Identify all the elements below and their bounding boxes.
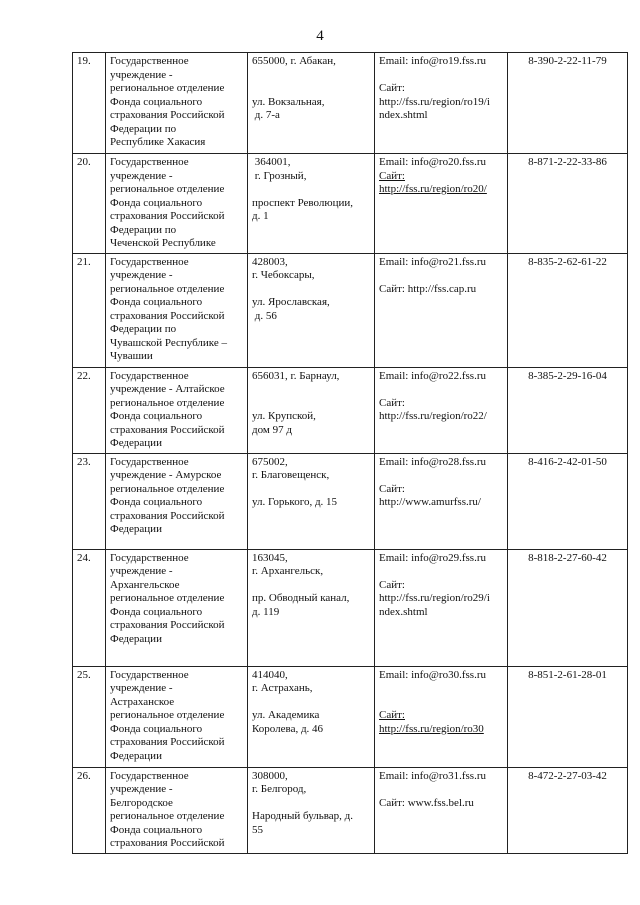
organization-line: учреждение - [110, 783, 173, 795]
organization-line: страхования Российской [110, 736, 225, 748]
organization-name [106, 666, 248, 767]
phone-number: 8-390-2-22-11-79 [508, 53, 628, 154]
row-number: 26. [73, 767, 106, 853]
address-line: проспект Революции, [252, 196, 354, 209]
address-line: д. 7-а [252, 109, 280, 121]
website-label: Сайт: [379, 578, 405, 591]
website-link: ndex.shtml [379, 109, 428, 121]
row-number: 25. [73, 666, 106, 767]
row-number: 20. [73, 154, 106, 254]
phone-number: 8-835-2-62-61-22 [508, 253, 628, 367]
spacer [379, 469, 503, 483]
spacer [252, 69, 370, 83]
organization-name [106, 367, 248, 453]
organization-line: Белгородское [110, 796, 173, 809]
phone-number: 8-416-2-42-01-50 [508, 453, 628, 549]
website-label: Сайт: www.fss.bel.ru [379, 796, 474, 809]
organization-line: региональное отделение [110, 709, 225, 721]
address-line: 655000, г. Абакан, [252, 55, 336, 67]
organization-line: Чувашской Республике – [110, 336, 228, 349]
address-line: 428003, [252, 255, 288, 268]
address-line: 656031, г. Барнаул, [252, 369, 340, 382]
website-link: http://fss.ru/region/ro19/i [379, 95, 490, 108]
spacer [252, 397, 370, 411]
phone-number: 8-851-2-61-28-01 [508, 666, 628, 767]
organization-line: Фонда социального [110, 605, 203, 618]
website-link: http://fss.ru/region/ro22/ [379, 410, 487, 422]
website-link: http://fss.ru/region/ro29/i [379, 592, 490, 604]
address-line: г. Чебоксары, [252, 269, 315, 281]
contacts [375, 666, 508, 767]
organization-line: страхования Российской [110, 509, 225, 522]
organization-line: Чувашии [110, 350, 153, 362]
table-row [73, 253, 628, 367]
address-line: Королева, д. 46 [252, 722, 324, 735]
spacer [252, 283, 370, 297]
organization-line: Федерации по [110, 122, 177, 135]
table-row [73, 767, 628, 853]
organization-line: учреждение - [110, 682, 173, 694]
organization-line: Архангельское [110, 578, 180, 591]
address-line: 55 [252, 823, 263, 836]
organization-line: Федерации [110, 523, 162, 535]
organization-line: Государственное [110, 769, 189, 782]
organization-name [106, 53, 248, 154]
spacer [252, 797, 370, 811]
organization-line: Чеченской Республике [110, 237, 216, 249]
organization-line: региональное отделение [110, 282, 225, 295]
organization-line: Государственное [110, 455, 189, 468]
organization-line: Государственное [110, 551, 189, 564]
organization-line: страхования Российской [110, 109, 225, 121]
row-number: 21. [73, 253, 106, 367]
contacts [375, 549, 508, 666]
row-number: 19. [73, 53, 106, 154]
address-line: ул. Горького, д. 15 [252, 496, 338, 508]
phone-number: 8-472-2-27-03-42 [508, 767, 628, 853]
address-line: ул. Академика [252, 709, 320, 721]
spacer [379, 783, 503, 797]
website-link: http://www.amurfss.ru/ [379, 496, 481, 508]
website-label: Сайт: [379, 482, 405, 495]
website-label: Сайт: [379, 396, 405, 409]
contacts [375, 767, 508, 853]
address [248, 154, 375, 254]
spacer [252, 483, 370, 497]
organization-line: региональное отделение [110, 592, 225, 604]
address [248, 666, 375, 767]
contacts [375, 154, 508, 254]
table-row [73, 154, 628, 254]
organization-line: Астраханское [110, 695, 175, 708]
organization-line: учреждение - Алтайское [110, 383, 225, 395]
spacer [252, 383, 370, 397]
spacer [379, 682, 503, 696]
contacts [375, 53, 508, 154]
organization-line: Федерации [110, 632, 162, 645]
website-label: Сайт: [379, 82, 405, 94]
row-number: 24. [73, 549, 106, 666]
address-line: 364001, [252, 156, 291, 168]
website-link: http://fss.ru/region/ro20/ [379, 183, 487, 195]
organization-line: Государственное [110, 255, 189, 268]
organization-line: Федерации по [110, 223, 177, 236]
address-line: 163045, [252, 551, 288, 564]
organization-line: региональное отделение [110, 82, 225, 94]
organization-line: Федерации [110, 437, 162, 449]
spacer [379, 696, 503, 710]
organization-line: региональное отделение [110, 183, 225, 195]
email-text: Email: info@ro19.fss.ru [379, 55, 486, 67]
organization-name [106, 549, 248, 666]
organization-line: Государственное [110, 668, 189, 681]
address-line: 414040, [252, 668, 288, 681]
organization-name [106, 154, 248, 254]
organization-line: страхования Российской [110, 210, 225, 222]
address-line: г. Грозный, [252, 169, 307, 182]
address-line: ул. Крупской, [252, 410, 316, 422]
address [248, 367, 375, 453]
website-link: ndex.shtml [379, 605, 428, 618]
phone-number: 8-385-2-29-16-04 [508, 367, 628, 453]
organization-line: Государственное [110, 156, 189, 168]
organization-line: Фонда социального [110, 823, 203, 836]
website-label: Сайт: [379, 709, 405, 721]
address-line: г. Архангельск, [252, 565, 324, 577]
email-text: Email: info@ro20.fss.ru [379, 156, 486, 168]
organization-line: Фонда социального [110, 722, 203, 735]
address [248, 453, 375, 549]
spacer [252, 82, 370, 96]
address [248, 53, 375, 154]
table-row [73, 549, 628, 666]
organization-line: Фонда социального [110, 196, 203, 209]
organization-line: учреждение - [110, 169, 173, 182]
address-line: г. Белгород, [252, 783, 307, 795]
address-line: 675002, [252, 455, 288, 468]
email-text: Email: info@ro30.fss.ru [379, 668, 486, 681]
address-line: д. 56 [252, 309, 277, 322]
address-line: дом 97 д [252, 423, 292, 436]
spacer [252, 696, 370, 710]
address-line: Народный бульвар, д. [252, 810, 353, 822]
website-label: Сайт: http://fss.cap.ru [379, 282, 477, 295]
address-line: д. 1 [252, 210, 269, 222]
page-number: 4 [316, 28, 324, 44]
spacer [252, 183, 370, 197]
organization-line: страхования Российской [110, 619, 225, 631]
address-line: г. Благовещенск, [252, 469, 330, 481]
organization-line: Государственное [110, 369, 189, 382]
organization-line: учреждение - [110, 565, 173, 577]
organization-line: учреждение - [110, 68, 173, 81]
address [248, 253, 375, 367]
organization-line: региональное отделение [110, 810, 225, 822]
row-number: 22. [73, 367, 106, 453]
spacer [379, 69, 503, 83]
address-line: ул. Вокзальная, [252, 95, 325, 108]
table-row [73, 367, 628, 453]
organization-line: учреждение - [110, 269, 173, 281]
table-row [73, 53, 628, 154]
spacer [379, 269, 503, 283]
address-line: пр. Обводный канал, [252, 592, 350, 604]
email-text: Email: info@ro22.fss.ru [379, 369, 486, 382]
row-number: 23. [73, 453, 106, 549]
address [248, 767, 375, 853]
spacer [252, 579, 370, 593]
table-row [73, 666, 628, 767]
website-link: http://fss.ru/region/ro30 [379, 722, 484, 735]
email-text: Email: info@ro31.fss.ru [379, 769, 486, 782]
email-text: Email: info@ro28.fss.ru [379, 455, 486, 468]
organization-line: Фонда социального [110, 95, 203, 108]
organization-name [106, 453, 248, 549]
fss-offices-table [72, 52, 628, 854]
organization-line: страхования Российской [110, 423, 225, 436]
phone-number: 8-818-2-27-60-42 [508, 549, 628, 666]
organization-name [106, 253, 248, 367]
contacts [375, 367, 508, 453]
email-text: Email: info@ro21.fss.ru [379, 255, 486, 268]
organization-line: страхования Российской [110, 837, 225, 849]
organization-line: региональное отделение [110, 396, 225, 409]
organization-line: учреждение - Амурское [110, 469, 222, 481]
spacer [379, 383, 503, 397]
address-line: г. Астрахань, [252, 682, 313, 694]
organization-name [106, 767, 248, 853]
organization-line: Фонда социального [110, 496, 203, 508]
phone-number: 8-871-2-22-33-86 [508, 154, 628, 254]
address [248, 549, 375, 666]
organization-line: Фонда социального [110, 410, 203, 422]
organization-line: Фонда социального [110, 296, 203, 308]
organization-line: Федерации [110, 749, 162, 762]
organization-line: Республике Хакасия [110, 136, 206, 148]
website-label: Сайт: [379, 169, 405, 182]
organization-line: страхования Российской [110, 309, 225, 322]
address-line: 308000, [252, 769, 288, 782]
organization-line: Государственное [110, 55, 189, 67]
address-line: ул. Ярославская, [252, 296, 330, 308]
address-line: д. 119 [252, 605, 280, 618]
organization-line: Федерации по [110, 323, 177, 335]
spacer [379, 565, 503, 579]
contacts [375, 253, 508, 367]
email-text: Email: info@ro29.fss.ru [379, 551, 486, 564]
organization-line: региональное отделение [110, 482, 225, 495]
table-row [73, 453, 628, 549]
contacts [375, 453, 508, 549]
